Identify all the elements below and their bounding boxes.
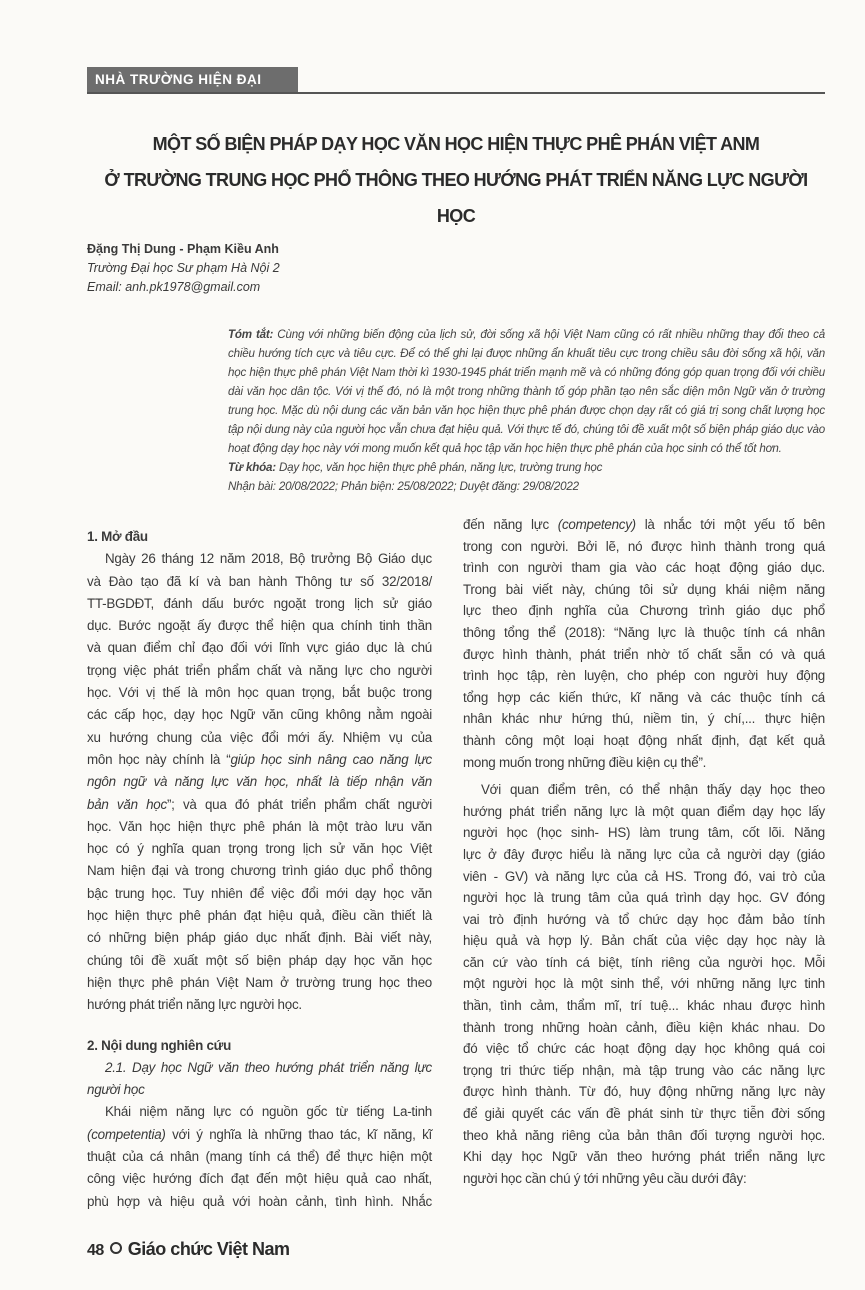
section-header [87,67,825,94]
paragraph-line: đó việc tổ chức các hoạt động dạy học không quá coi [463,1041,825,1057]
paragraph-line: trong con người. Bởi lẽ, nó được hình thành trong quá [463,538,825,554]
paragraph-line: học có ý nghĩa quan trọng trong lịch sử văn học Việt [87,841,432,857]
paragraph-line: người học [87,1082,145,1098]
paragraph-line [87,794,432,816]
paragraph-line: và Đào tạo đã kí và ban hành Thông tư số 32/2018/ [87,573,432,589]
paragraph-line: học hiện thực phê phán đạt hiệu quả, điều cần thiết là [87,908,432,924]
italic-text: (competentia) [87,1126,166,1142]
paragraph-line: người học (học sinh- HS) làm trung tâm, cốt lõi. Năng [463,825,825,841]
paragraph-line: bậc trung học. Tuy nhiên để việc đổi mới dạy học văn [87,885,432,901]
abstract-line: theo cả chiều hướng tích cực và tiêu cực. Để có thể ghi lại được những ẩn khuất tiêu cực trong chiều sâu đời [228,328,826,360]
paragraph-line: hiệu quả và hợp lý. Bản chất của việc dạy học này là [463,933,825,949]
text: ”; và qua đó phát triển phẩm chất người [166,796,432,812]
italic-text: bản văn học [87,796,167,812]
paragraph-line: thành công một loại hoạt động nhất định, đạt kết quả [463,732,825,748]
flower-icon [110,1242,122,1254]
paragraph-line: hướng phát triển năng lực là một quan điểm dạy học lấy [463,803,825,819]
paragraph-line: các cấp học, dạy học Ngữ văn cũng không nằm ngoài [87,707,432,723]
paragraph-line: hiện thực phê phán Việt Nam ở trường trung học theo [87,974,432,990]
section-heading: 2. Nội dung nghiên cứu [87,1037,232,1053]
paragraph-line: chúng tôi đề xuất một số biện pháp dạy học văn học [87,952,432,968]
abstract-line: góp quan trọng đối với chiều dài văn học dân tộc. Với vị thế đó, nó là một trong những thành tố góp phần [228,366,825,398]
left-column [87,526,432,1213]
paragraph-line: căn cứ vào tính cá biệt, tính riêng của người học. Mỗi [463,954,825,970]
author-affiliation: Trường Đại học Sư phạm Hà Nội 2 [87,261,280,275]
paragraph-line: người học cần chú ý tới những yêu cầu dưới đây: [463,1170,747,1186]
paragraph-line: 2.1. Dạy học Ngữ văn theo hướng phát triển năng lực [105,1059,432,1075]
paragraph-line [87,749,432,771]
paragraph-line: một người học là một sinh thể, với những năng lực tinh [463,976,825,992]
abstract [228,325,825,496]
section-label: NHÀ TRƯỜNG HIỆN ĐẠI [87,67,298,92]
paragraph-line: lực theo định nghĩa của Chương trình giáo dục phổ [463,603,825,619]
paragraph-line: Với quan điểm trên, có thể nhận thấy dạy học theo [481,782,825,798]
paragraph-line: học. Văn học hiện thực phê phán là một trào lưu văn [87,818,432,834]
keywords-label: Từ khóa: [228,461,276,474]
paragraph-line: Trong bài viết này, chúng tôi sử dụng khái niệm năng [463,581,825,597]
paragraph-line: được hình thành, phát triển nhờ tố chất sẵn có và quá [463,646,825,662]
paragraph-line: học. Với vị thế là môn học quan trọng, bắt buộc trong [87,685,432,701]
paragraph-line: phù hợp và hiệu quả với hoàn cảnh, tình hình. Nhắc [87,1193,432,1209]
author-block [87,240,825,297]
paragraph-line: được hình thành. Từ đó, huy động những năng lực này [463,1084,825,1100]
article-title-line-1: MỘT SỐ BIỆN PHÁP DẠY HỌC VĂN HỌC HIỆN THỰC PHÊ PHÁN VIỆT ANM [152,134,760,154]
text: môn học này chính là “ [87,751,231,767]
abstract-line: tạo nên sắc diện môn Ngữ văn ở trường trung học. Mặc dù nội dung các văn bản văn học hiện thực phê [228,385,825,417]
paragraph-line: Ngày 26 tháng 12 năm 2018, Bộ trưởng Bộ Giáo dục [105,551,432,567]
right-column [463,514,825,1213]
paragraph-line: người học là trung tâm của quá trình dạy học. GV đóng [463,890,825,906]
article-title-line-2: Ở TRƯỜNG TRUNG HỌC PHỔ THÔNG THEO HƯỚNG PHÁT TRIỂN NĂNG LỰC NGƯỜI HỌC [104,170,808,226]
paragraph-line: thành trong những hoàn cảnh, điều kiện khác nhau. Do [463,1019,825,1035]
paragraph-line: dục. Bước ngoặt ấy được thể hiện qua chính tinh thần [87,618,432,634]
paragraph-line: trình học tập, rèn luyện, cho phép con người huy động [463,668,825,684]
paragraph-line: Khi dạy học Ngữ văn theo hướng phát triển năng lực [463,1149,825,1165]
italic-text: ngôn ngữ và năng lực văn học, nhất là tiếp nhận văn [87,774,432,790]
journal-name: Giáo chức Việt Nam [127,1238,290,1259]
article-dates: Nhận bài: 20/08/2022; Phản biện: 25/08/2022; Duyệt đăng: 29/08/2022 [228,480,579,493]
paragraph-line: lực ở đây được hiểu là năng lực của cả người dạy (giáo [463,846,825,862]
paragraph-line: thông tổng thể (2018): “Năng lực là thuộc tính cá nhân [463,624,825,640]
page-number: 48 [87,1241,104,1259]
paragraph-line: thuật của cá nhân (mang tính cá thể) để thực hiện một [87,1149,432,1165]
paragraph-line: mong muốn trong những điều kiện cụ thể”. [463,754,707,770]
paragraph-line [87,1124,432,1146]
paragraph-line: để giải quyết các vấn đề phát sinh từ thực tiễn đời sống [463,1106,825,1122]
paragraph-line: viên - GV) và năng lực của cả HS. Trong đó, vai trò của [463,868,825,884]
author-names: Đặng Thị Dung - Phạm Kiều Anh [87,242,279,256]
paragraph-line: tổng hợp các kiến thức, kĩ năng và các thuộc tính cá [463,689,825,705]
paragraph-line: có những biện pháp giáo dục nhất định. Bài viết này, [87,930,432,946]
paragraph-line [87,771,432,793]
italic-text: giúp học sinh nâng cao năng lực [230,751,432,767]
paragraph-line: công việc hướng đích đạt đến một hiệu quả cao nhất, [87,1171,432,1187]
abstract-label: Tóm tắt: [228,328,274,341]
paragraph-line: thần, tình cảm, thẩm mĩ, trí tuệ... khác nhau được hình [463,998,825,1014]
paragraph-line: Nam hiện đại và trong chương trình giáo dục phổ thông [87,863,432,879]
text: là nhắc tới một yếu tố bên [635,517,825,532]
text: với ý nghĩa là những thao tác, kĩ năng, kĩ [165,1126,432,1142]
paragraph-line: hướng phát triển năng lực người học. [87,997,302,1013]
paragraph-line: trọng tri thức tiếp nhận, mà tập trung vào các năng lực [463,1062,825,1078]
abstract-line: sống xã hội, văn học hiện thực phê phán Việt Nam thời kì 1930-1945 phát triển mạnh mẽ và có những đóng [228,347,826,379]
abstract-line: phán được chọn dạy rất có giá trị song chất lượng học tập nội dung này của người học vẫn chưa đạt hiệu [228,404,825,436]
paragraph-line: trọng việc phát triển phẩm chất và năng lực cho người [87,662,432,678]
text: đến năng lực [463,517,558,532]
spacer [87,1017,432,1035]
paragraph-line: và quan điểm chỉ đạo đối với lĩnh vực giáo dục là chú [87,640,432,656]
author-email: Email: anh.pk1978@gmail.com [87,280,261,294]
abstract-line: kết quả học tập văn học hiện thực phê phán của học sinh có thể tốt hơn. [424,442,782,455]
paragraph-line: trình con người tham gia vào các hoạt động giáo dục. [463,560,825,576]
paragraph-line [463,514,825,536]
paragraph-line: Khái niệm năng lực có nguồn gốc từ tiếng La-tinh [105,1104,432,1120]
page-footer [87,1239,825,1260]
paragraph-line: nhân khác như hứng thú, niềm tin, ý chí,... thực hiện [463,711,825,727]
keywords: Dạy học, văn học hiện thực phê phán, năng lực, trường trung học [278,461,603,474]
article-title [87,126,825,234]
paragraph-line: TT-BGDĐT, đánh dấu bước ngoặt trong lịch sử giáo [87,595,432,611]
abstract-body [228,325,825,458]
abstract-line: Cùng với những biến động của lịch sử, đời sống xã hội Việt Nam cũng có rất nhiều những thay đổi [277,328,784,341]
body-columns [87,514,825,1213]
abstract-line: quả. Với thực tế đó, chúng tôi đề xuất một số biện pháp giáo dục vào hoạt động dạy học này với mong muốn [228,423,825,455]
italic-text: (competency) [557,517,636,532]
paragraph-line: vai trò định hướng và tổ chức dạy học đảm bảo tính [463,911,825,927]
paragraph-line: theo khả năng riêng của bản thân đối tượng người học. [463,1127,825,1143]
section-heading: 1. Mở đầu [87,529,148,544]
paragraph-line: xu hướng chung của việc đổi mới ấy. Nhiệm vụ của [87,729,432,745]
